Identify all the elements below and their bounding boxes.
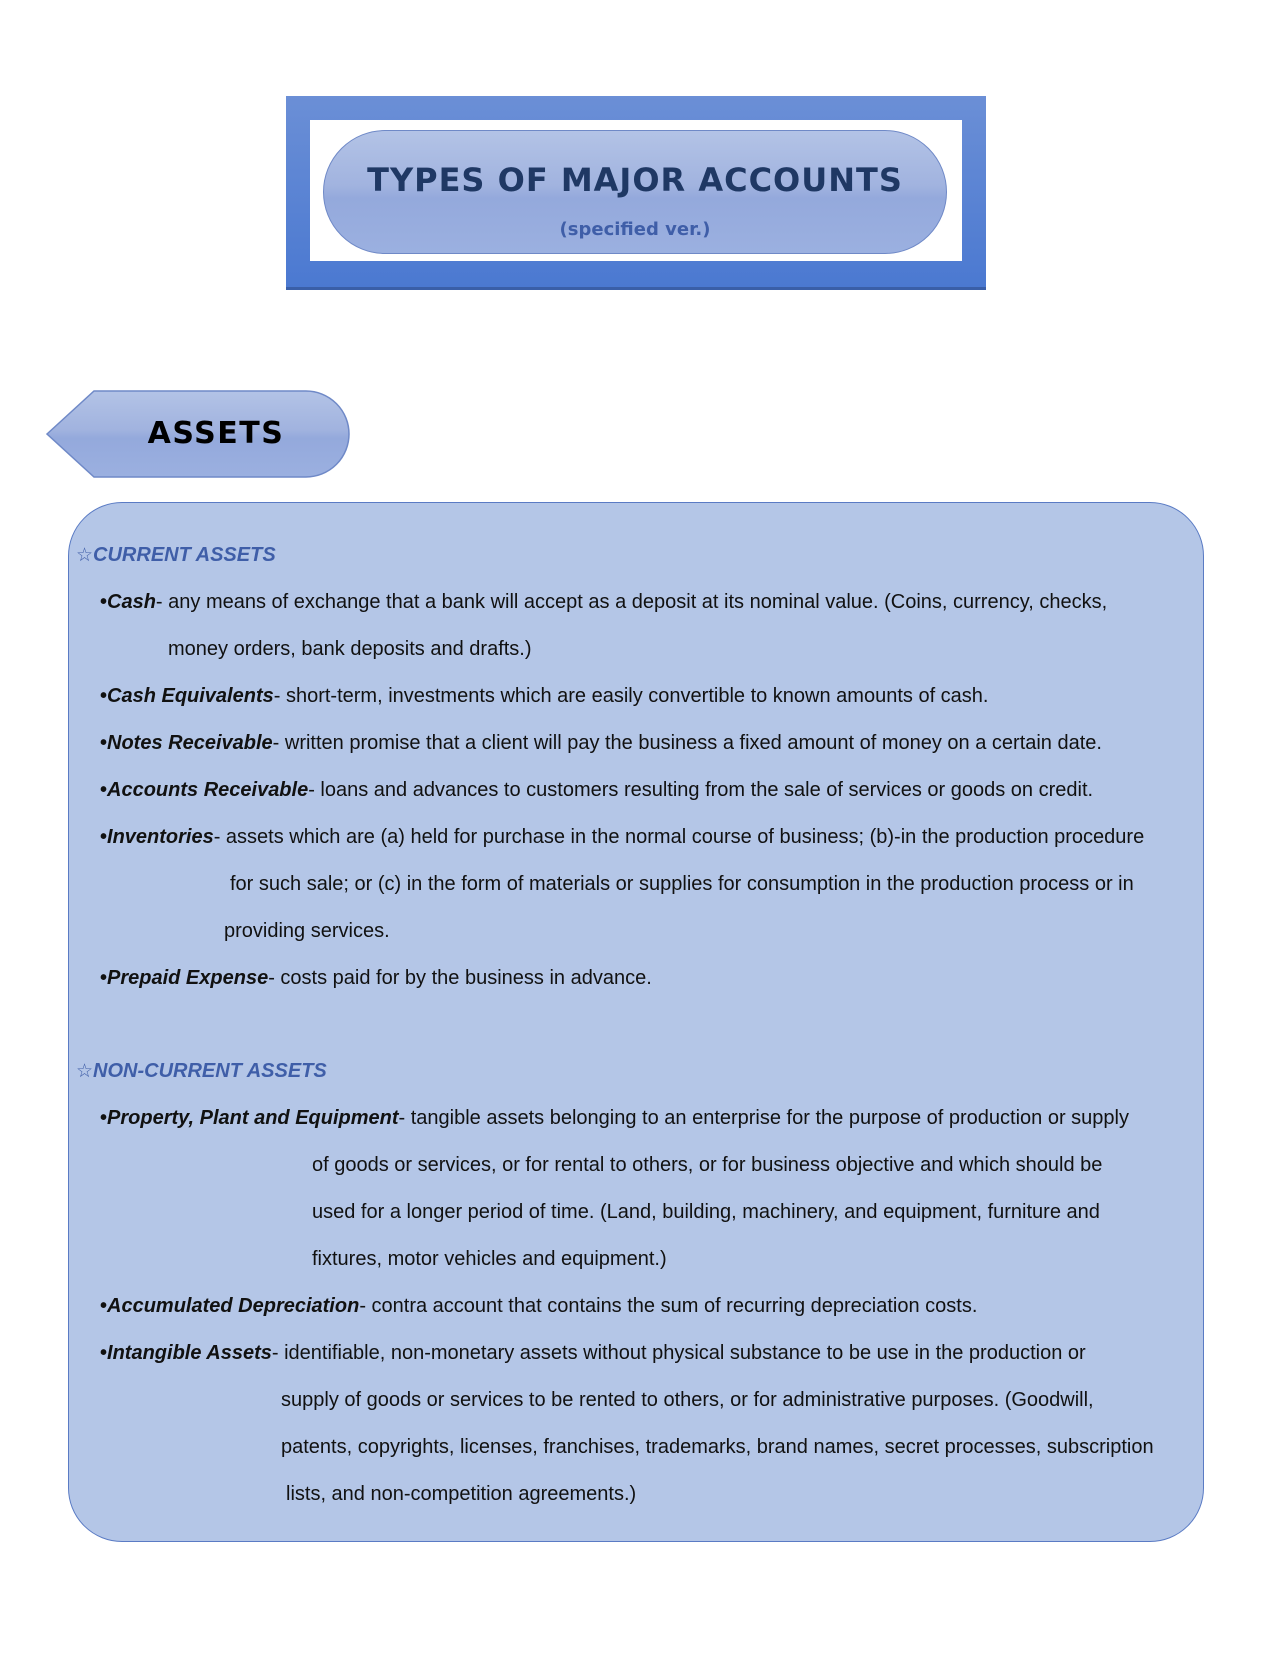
entry-inventories-continuation: providing services. [224,920,390,942]
entry-term: Cash [107,591,156,613]
entry-inventories [100,826,1144,849]
entry-intangible-assets [100,1342,1086,1365]
entry-property-plant-equipment-continuation: used for a longer period of time. (Land, building, machinery, and equipment, furniture and [312,1201,1100,1223]
entry-text: - assets which are (a) held for purchase in the normal course of business; (b)-in the production procedure [213,826,1145,848]
entry-term: Accounts Receivable [107,779,309,801]
entry-property-plant-equipment-continuation: of goods or services, or for rental to others, or for business objective and which should be [312,1154,1103,1176]
bullet: • [100,779,108,801]
entry-cash-equivalents [100,685,988,708]
entry-intangible-assets-continuation: supply of goods or services to be rented to others, or for administrative purposes. (Goodwill, [281,1389,1094,1411]
entry-inventories-continuation: for such sale; or (c) in the form of materials or supplies for consumption in the production process or in [230,873,1134,895]
star-icon: ☆ [76,544,94,566]
entry-text: - identifiable, non-monetary assets without physical substance to be use in the production or [271,1342,1086,1364]
title-inner-box [310,120,962,261]
entry-intangible-assets-continuation: lists, and non-competition agreements.) [286,1483,637,1505]
entry-accounts-receivable [100,779,1093,802]
bullet: • [100,685,108,707]
bullet: • [100,1295,108,1317]
bullet: • [100,591,108,613]
page-title: TYPES OF MAJOR ACCOUNTS [367,161,903,199]
entry-text: - contra account that contains the sum of recurring depreciation costs. [359,1295,978,1317]
entry-accumulated-depreciation [100,1295,977,1318]
title-pill [323,130,947,254]
entry-property-plant-equipment-continuation: fixtures, motor vehicles and equipment.) [312,1248,667,1270]
entry-term: Intangible Assets [107,1342,272,1364]
assets-banner [46,390,350,478]
entry-cash [100,591,1107,614]
star-icon: ☆ [76,1060,94,1082]
entry-text: - any means of exchange that a bank will accept as a deposit at its nominal value. (Coins, currency, checks, [155,591,1108,613]
bullet: • [100,967,108,989]
section-heading-label: NON-CURRENT ASSETS [93,1060,327,1082]
entry-term: Inventories [107,826,214,848]
entry-cash-continuation: money orders, bank deposits and drafts.) [168,638,532,660]
section-heading-label: CURRENT ASSETS [93,544,276,566]
entry-term: Cash Equivalents [107,685,274,707]
entry-property-plant-equipment [100,1107,1129,1130]
entry-term: Prepaid Expense [107,967,269,989]
entry-notes-receivable [100,732,1102,755]
section-heading-current-assets [76,544,276,567]
section-heading-non-current-assets [76,1060,327,1083]
bullet: • [100,826,108,848]
entry-text: - costs paid for by the business in advance. [268,967,652,989]
entry-text: - tangible assets belonging to an enterprise for the purpose of production or supply [398,1107,1129,1129]
bullet: • [100,1342,108,1364]
entry-term: Notes Receivable [107,732,273,754]
assets-banner-label: ASSETS [147,416,285,451]
entry-term: Property, Plant and Equipment [107,1107,399,1129]
bullet: • [100,732,108,754]
page-subtitle: (specified ver.) [559,219,711,240]
entry-text: - short-term, investments which are easily convertible to known amounts of cash. [273,685,989,707]
entry-text: - loans and advances to customers resulting from the sale of services or goods on credit. [308,779,1094,801]
title-frame [286,96,986,290]
entry-prepaid-expense [100,967,652,990]
entry-text: - written promise that a client will pay the business a fixed amount of money on a certain date. [272,732,1102,754]
bullet: • [100,1107,108,1129]
entry-term: Accumulated Depreciation [107,1295,360,1317]
entry-intangible-assets-continuation: patents, copyrights, licenses, franchises, trademarks, brand names, secret processes, subscription [281,1436,1154,1458]
